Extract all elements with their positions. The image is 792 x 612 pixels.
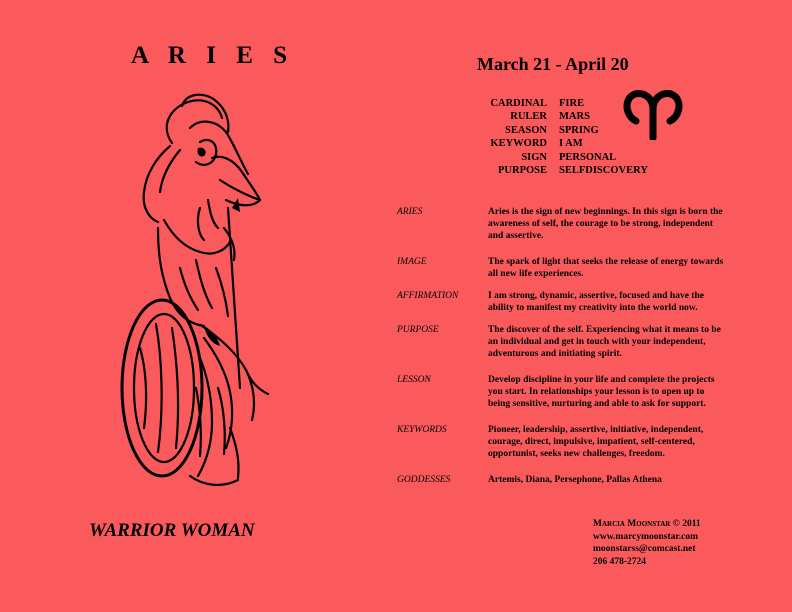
author-email: moonstarss@comcast.net bbox=[593, 544, 696, 554]
section-row bbox=[397, 206, 727, 256]
section-text: Aries is the sign of new beginnings. In this sign is born the awareness of self, the courage to be strong, independent and assertive. bbox=[488, 207, 723, 241]
section-row bbox=[397, 324, 727, 374]
page-title: A R I E S bbox=[131, 42, 295, 69]
attribute-value: I AM bbox=[559, 138, 583, 150]
section-row bbox=[397, 290, 727, 324]
attribute-value: SPRING bbox=[559, 124, 599, 136]
section-label: PURPOSE bbox=[397, 325, 439, 335]
attribute-value: PERSONAL bbox=[559, 151, 617, 163]
section-text: Artemis, Diana, Persephone, Pallas Athena bbox=[488, 475, 662, 485]
section-label: ARIES bbox=[397, 207, 423, 217]
section-text: The spark of light that seeks the release of energy towards all new life experiences. bbox=[488, 257, 724, 279]
attribute-key: CARDINAL bbox=[490, 98, 547, 109]
aries-symbol-icon bbox=[622, 90, 684, 140]
section-label: GODDESSES bbox=[397, 475, 451, 485]
attribute-value: SELFDISCOVERY bbox=[559, 165, 648, 177]
section-row bbox=[397, 374, 727, 424]
attribute-key: SEASON bbox=[504, 124, 547, 136]
author-credits bbox=[593, 518, 701, 568]
sign-sections bbox=[397, 206, 727, 492]
attribute-row bbox=[480, 164, 648, 177]
section-text: The discover of the self. Experiencing what it means to be an individual and get in touch with your independent, adventurous and initiating spirit. bbox=[488, 325, 721, 359]
section-text: Pioneer, leadership, assertive, initiative, independent, courage, direct, impulsive, impatient, self-centered, opportunist, seeks new challenges, freedom. bbox=[488, 425, 704, 459]
section-label: IMAGE bbox=[397, 257, 427, 267]
date-range: March 21 - April 20 bbox=[477, 54, 629, 74]
attribute-key: RULER bbox=[510, 111, 547, 123]
copyright-year: © 2011 bbox=[672, 519, 701, 529]
section-row bbox=[397, 424, 727, 474]
attribute-key: PURPOSE bbox=[497, 165, 547, 177]
section-text: Develop discipline in your life and complete the projects you start. In relationships your lesson is to open up to being sensitive, nurturing and able to ask for support. bbox=[488, 375, 715, 409]
section-text: I am strong, dynamic, assertive, focused and have the ability to manifest my creativity into the world now. bbox=[488, 291, 704, 313]
attribute-value: MARS bbox=[559, 111, 590, 123]
author-name: Marcia Moonstar bbox=[593, 519, 671, 529]
author-line bbox=[593, 518, 701, 531]
author-phone: 206 478-2724 bbox=[593, 556, 647, 567]
attribute-key: SIGN bbox=[521, 151, 547, 163]
attribute-row bbox=[480, 151, 648, 164]
attribute-value: FIRE bbox=[559, 98, 585, 109]
section-label: LESSON bbox=[397, 375, 431, 385]
section-label: AFFIRMATION bbox=[397, 291, 459, 301]
footer-title: WARRIOR WOMAN bbox=[89, 520, 255, 541]
attribute-key: KEYWORD bbox=[490, 138, 547, 150]
section-row bbox=[397, 256, 727, 290]
author-website: www.marcymoonstar.com bbox=[593, 531, 699, 542]
warrior-woman-illustration bbox=[100, 88, 300, 498]
section-row bbox=[397, 474, 727, 492]
section-label: KEYWORDS bbox=[397, 425, 447, 435]
